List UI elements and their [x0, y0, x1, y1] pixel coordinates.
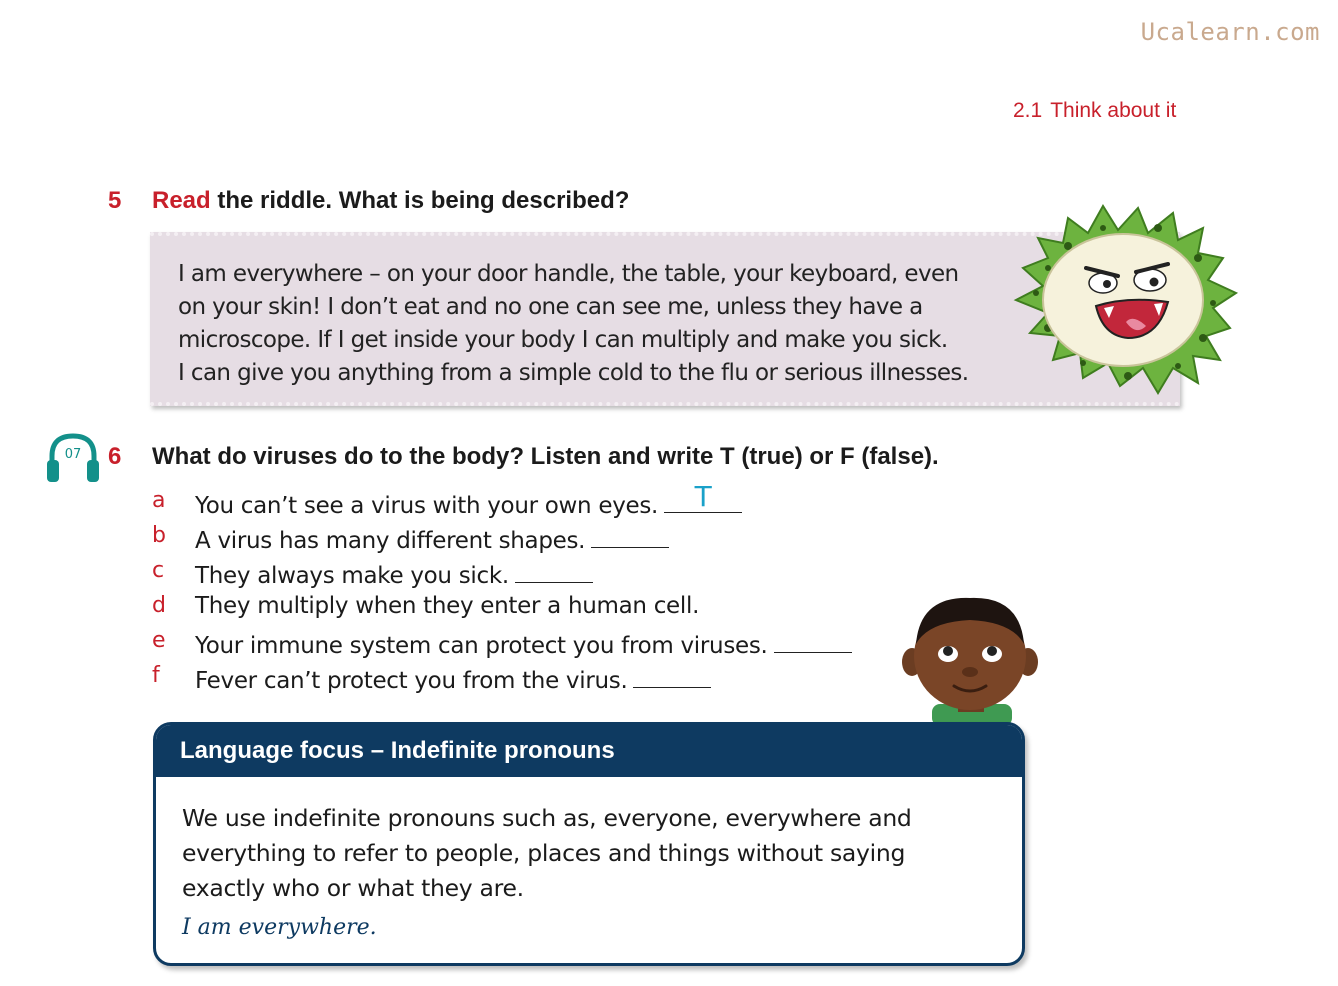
instruction-text: the riddle. What is being described? [210, 187, 630, 214]
language-focus-body [182, 801, 982, 906]
language-focus-example: I am everywhere. [182, 915, 377, 940]
item-text: Fever can’t protect you from the virus. [195, 668, 628, 694]
item-text: You can’t see a virus with your own eyes. [195, 493, 659, 519]
track-number: 07 [64, 447, 82, 462]
body-line: everything to refer to people, places and things without saying [182, 839, 906, 867]
body-line: We use indefinite pronouns such as, everyone, everywhere and [182, 804, 912, 832]
section-heading [1013, 99, 1176, 123]
answer-blank[interactable] [591, 523, 669, 548]
list-item [150, 591, 950, 626]
item-letter: a [152, 488, 166, 513]
exercise-6-instruction: What do viruses do to the body? Listen and write T (true) or F (false). [152, 443, 939, 470]
exercise-5-instruction [152, 187, 629, 215]
list-item [150, 661, 950, 696]
answer-blank[interactable] [664, 480, 742, 513]
language-focus-header [156, 725, 1022, 777]
headphones-icon[interactable] [46, 432, 100, 484]
answer-value: T [694, 480, 712, 513]
list-item [150, 521, 950, 556]
riddle-text [178, 258, 1058, 390]
answer-blank[interactable] [633, 663, 711, 688]
riddle-line: on your skin! I don’t eat and no one can see me, unless they have a [178, 294, 923, 320]
item-letter: e [152, 628, 166, 653]
true-false-list [150, 480, 950, 696]
section-number: 2.1 [1013, 99, 1043, 122]
item-letter: c [152, 558, 165, 583]
item-letter: d [152, 593, 166, 618]
item-text: They always make you sick. [195, 563, 509, 589]
language-focus-panel [153, 722, 1025, 966]
body-line: exactly who or what they are. [182, 874, 524, 902]
list-item [150, 480, 950, 521]
riddle-line: microscope. If I get inside your body I can multiply and make you sick. [178, 327, 948, 353]
exercise-5-number: 5 [108, 187, 122, 214]
item-text: They multiply when they enter a human cell. [195, 593, 700, 619]
boy-illustration [902, 592, 1038, 726]
instruction-verb: Read [152, 187, 211, 214]
item-letter: b [152, 523, 166, 548]
riddle-line: I can give you anything from a simple cold to the flu or serious illnesses. [178, 360, 969, 386]
item-letter: f [152, 663, 160, 688]
list-item [150, 626, 950, 661]
exercise-6-number: 6 [108, 443, 122, 470]
list-item [150, 556, 950, 591]
virus-character-icon [1008, 188, 1240, 398]
section-title: Think about it [1050, 99, 1177, 122]
riddle-line: I am everywhere – on your door handle, the table, your keyboard, even [178, 261, 959, 287]
answer-blank[interactable] [774, 628, 852, 653]
language-focus-title: Language focus – Indefinite pronouns [180, 737, 615, 764]
answer-blank[interactable] [515, 558, 593, 583]
item-text: A virus has many different shapes. [195, 528, 586, 554]
watermark: Ucalearn.com [1140, 18, 1320, 46]
item-text: Your immune system can protect you from viruses. [195, 633, 768, 659]
